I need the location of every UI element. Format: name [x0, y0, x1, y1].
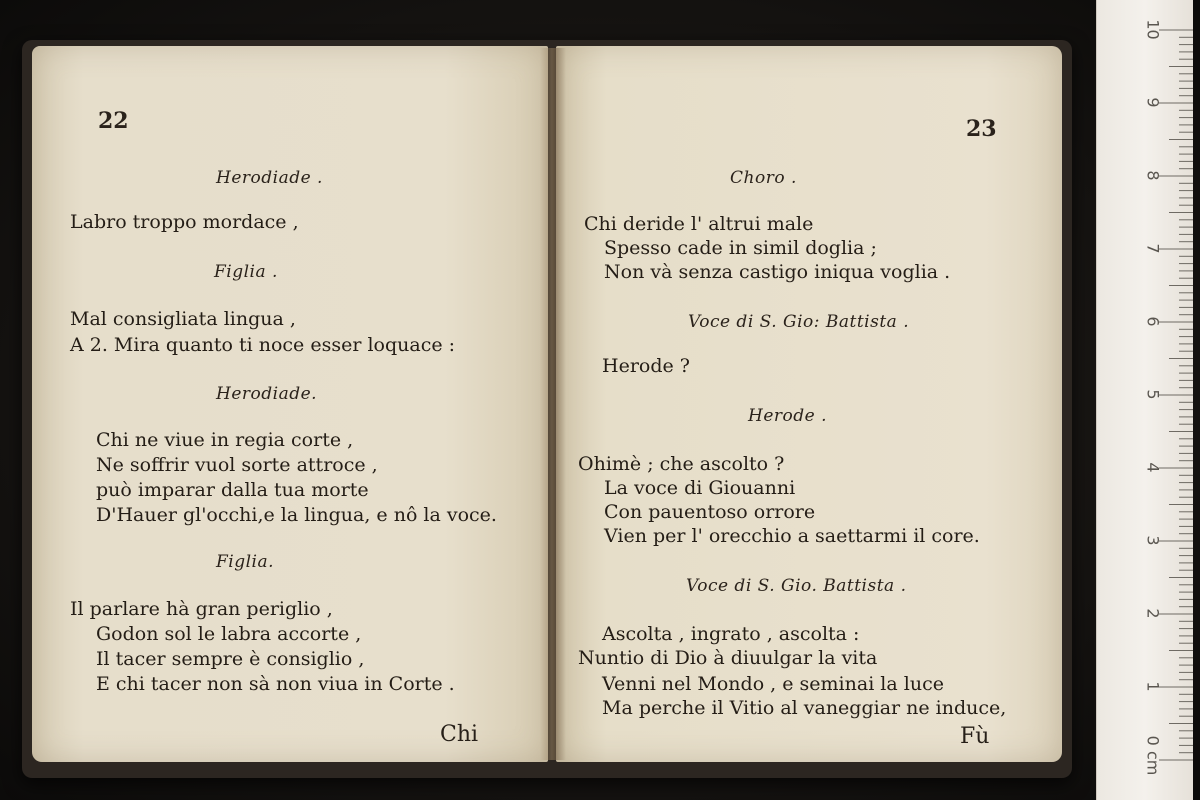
verse-line: Con pauentoso orrore: [604, 501, 816, 523]
verse-line: La voce di Giouanni: [604, 477, 796, 499]
verse-line: Herode ?: [602, 355, 690, 377]
verse-line: Nuntio di Dio à diuulgar la vita: [578, 647, 878, 669]
verse-line: Vien per l' orecchio a saettarmi il core.: [604, 525, 980, 547]
verse-line: A 2. Mira quanto ti noce esser loquace :: [70, 334, 456, 356]
catchword: Chi: [440, 722, 479, 747]
ruler-label: 10: [1143, 19, 1163, 40]
verse-line: Ne soffrir vuol sorte attroce ,: [96, 454, 378, 476]
verse-line: E chi tacer non sà non viua in Corte .: [96, 673, 455, 695]
book-gutter: [540, 48, 566, 760]
ruler-label: 1: [1143, 681, 1163, 692]
verse-line: Chi deride l' altrui male: [584, 213, 814, 235]
verse-line: Chi ne viue in regia corte ,: [96, 429, 354, 451]
speaker-label: Herode .: [748, 406, 827, 426]
ruler-label: 8: [1143, 170, 1163, 181]
ruler-label: 2: [1143, 608, 1163, 619]
verse-line: Ohimè ; che ascolto ?: [578, 453, 785, 475]
left-page-number: 22: [98, 108, 129, 134]
ruler-label: 9: [1143, 97, 1163, 108]
speaker-label: Voce di S. Gio. Battista .: [686, 576, 907, 596]
verse-line: Ma perche il Vitio al vaneggiar ne induce,: [602, 697, 1007, 719]
verse-line: Il tacer sempre è consiglio ,: [96, 648, 365, 670]
ruler-label: 4: [1143, 462, 1163, 473]
verse-line: Mal consigliata lingua ,: [70, 308, 296, 330]
right-page-number: 23: [966, 116, 997, 142]
verse-line: Il parlare hà gran periglio ,: [70, 598, 333, 620]
ruler-label: 6: [1143, 316, 1163, 327]
ruler-label: 7: [1143, 243, 1163, 254]
measurement-ruler: [1096, 0, 1193, 800]
verse-line: D'Hauer gl'occhi,e la lingua, e nô la voce.: [96, 504, 497, 526]
speaker-label: Herodiade.: [216, 384, 318, 404]
verse-line: Labro troppo mordace ,: [70, 211, 299, 233]
speaker-label: Figlia .: [214, 262, 278, 282]
ruler-label: 3: [1143, 535, 1163, 546]
verse-line: Non và senza castigo iniqua voglia .: [604, 261, 951, 283]
catchword: Fù: [960, 724, 990, 749]
verse-line: può imparar dalla tua morte: [96, 479, 369, 501]
verse-line: Venni nel Mondo , e seminai la luce: [602, 673, 944, 695]
verse-line: Godon sol le labra accorte ,: [96, 623, 362, 645]
speaker-label: Choro .: [730, 168, 797, 188]
speaker-label: Herodiade .: [216, 168, 323, 188]
ruler-label: 5: [1143, 389, 1163, 400]
verse-line: Ascolta , ingrato , ascolta :: [602, 623, 860, 645]
speaker-label: Figlia.: [216, 552, 275, 572]
speaker-label: Voce di S. Gio: Battista .: [688, 312, 910, 332]
verse-line: Spesso cade in simil doglia ;: [604, 237, 877, 259]
ruler-label: 0 cm: [1143, 735, 1163, 776]
